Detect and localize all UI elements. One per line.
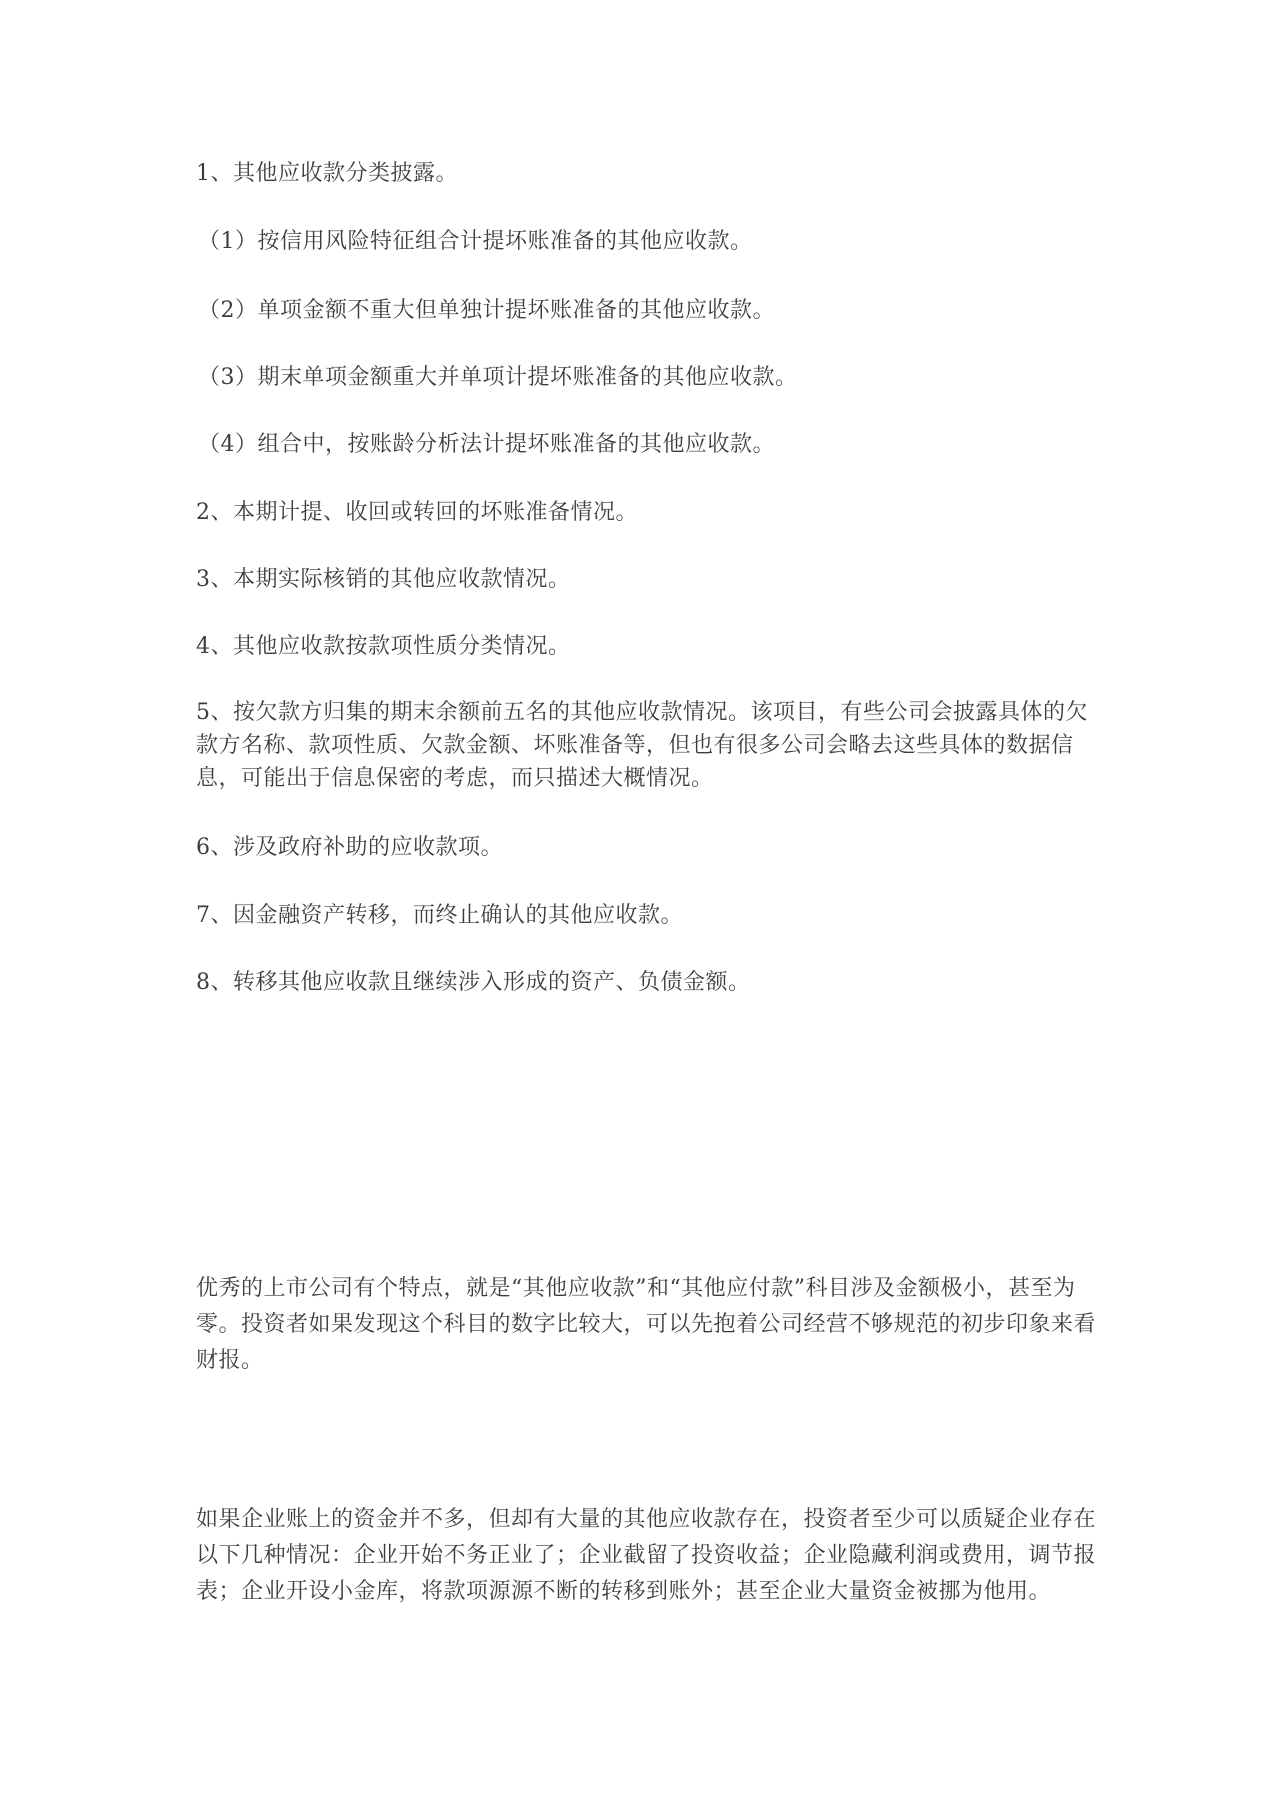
list-item-1-sub-1: （1）按信用风险特征组合计提坏账准备的其他应收款。 bbox=[198, 229, 753, 254]
list-item-7: 7、因金融资产转移，而终止确认的其他应收款。 bbox=[196, 903, 683, 928]
list-item-1: 1、其他应收款分类披露。 bbox=[196, 161, 458, 186]
list-item-8: 8、转移其他应收款且继续涉入形成的资产、负债金额。 bbox=[196, 970, 751, 995]
list-item-4: 4、其他应收款按款项性质分类情况。 bbox=[196, 634, 571, 659]
list-item-3: 3、本期实际核销的其他应收款情况。 bbox=[196, 567, 571, 592]
list-item-2: 2、本期计提、收回或转回的坏账准备情况。 bbox=[196, 500, 638, 525]
list-item-5: 5、按欠款方归集的期末余额前五名的其他应收款情况。该项目，有些公司会披露具体的欠款方名称、款项性质、欠款金额、坏账准备等，但也有很多公司会略去这些具体的数据信息，可能出于信息保密的考虑，而只描述大概情况。 bbox=[196, 700, 1089, 791]
list-item-6: 6、涉及政府补助的应收款项。 bbox=[196, 835, 503, 860]
paragraph-quality-companies: 优秀的上市公司有个特点，就是“其他应收款”和“其他应付款”科目涉及金额极小，甚至为零。投资者如果发现这个科目的数字比较大，可以先抱着公司经营不够规范的初步印象来看财报。 bbox=[196, 1276, 1097, 1373]
list-item-1-sub-3: （3）期末单项金额重大并单项计提坏账准备的其他应收款。 bbox=[198, 365, 798, 390]
paragraph-suspicions: 如果企业账上的资金并不多，但却有大量的其他应收款存在，投资者至少可以质疑企业存在以下几种情况：企业开始不务正业了；企业截留了投资收益；企业隐藏利润或费用，调节报表；企业开设小金库，将款项源源不断的转移到账外；甚至企业大量资金被挪为他用。 bbox=[196, 1507, 1097, 1604]
list-item-1-sub-2: （2）单项金额不重大但单独计提坏账准备的其他应收款。 bbox=[198, 298, 775, 323]
list-item-1-sub-4: （4）组合中，按账龄分析法计提坏账准备的其他应收款。 bbox=[198, 432, 775, 457]
